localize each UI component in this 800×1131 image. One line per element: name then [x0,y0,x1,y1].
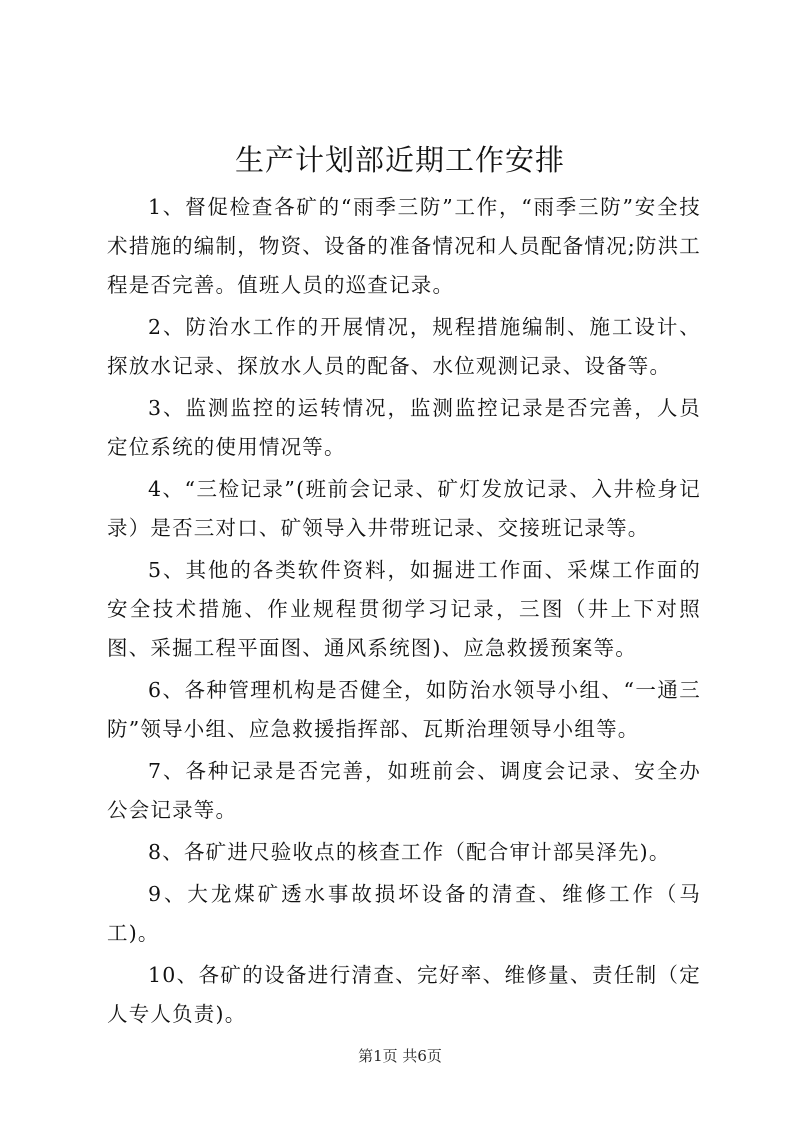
list-item: 6、各种管理机构是否健全，如防治水领导小组、“一通三防”领导小组、应急救援指挥部、瓦斯治理领导小组等。 [107,678,701,741]
list-item: 9、大龙煤矿透水事故损坏设备的清查、维修工作（马工)。 [107,882,701,945]
list-item: 7、各种记录是否完善，如班前会、调度会记录、安全办公会记录等。 [107,759,701,822]
list-item: 10、各矿的设备进行清查、完好率、维修量、责任制（定人专人负责)。 [107,963,701,1026]
list-item: 4、“三检记录”(班前会记录、矿灯发放记录、入井检身记录）是否三对口、矿领导入井带班记录、交接班记录等。 [107,477,701,540]
list-item: 8、各矿进尺验收点的核查工作（配合审计部吴泽先)。 [148,840,671,864]
page-number-footer: 第1页 共6页 [358,1047,442,1065]
list-item: 3、监测监控的运转情况，监测监控记录是否完善，人员定位系统的使用情况等。 [107,396,701,459]
list-item: 2、防治水工作的开展情况，规程措施编制、施工设计、探放水记录、探放水人员的配备、水位观测记录、设备等。 [107,315,701,378]
list-item: 1、督促检查各矿的“雨季三防”工作，“雨季三防”安全技术措施的编制，物资、设备的准备情况和人员配备情况;防洪工程是否完善。值班人员的巡查记录。 [107,195,702,297]
page-title: 生产计划部近期工作安排 [234,143,565,177]
document-body [107,188,701,1037]
list-item: 5、其他的各类软件资料，如掘进工作面、采煤工作面的安全技术措施、作业规程贯彻学习记录，三图（井上下对照图、采掘工程平面图、通风系统图)、应急救援预案等。 [107,558,701,660]
